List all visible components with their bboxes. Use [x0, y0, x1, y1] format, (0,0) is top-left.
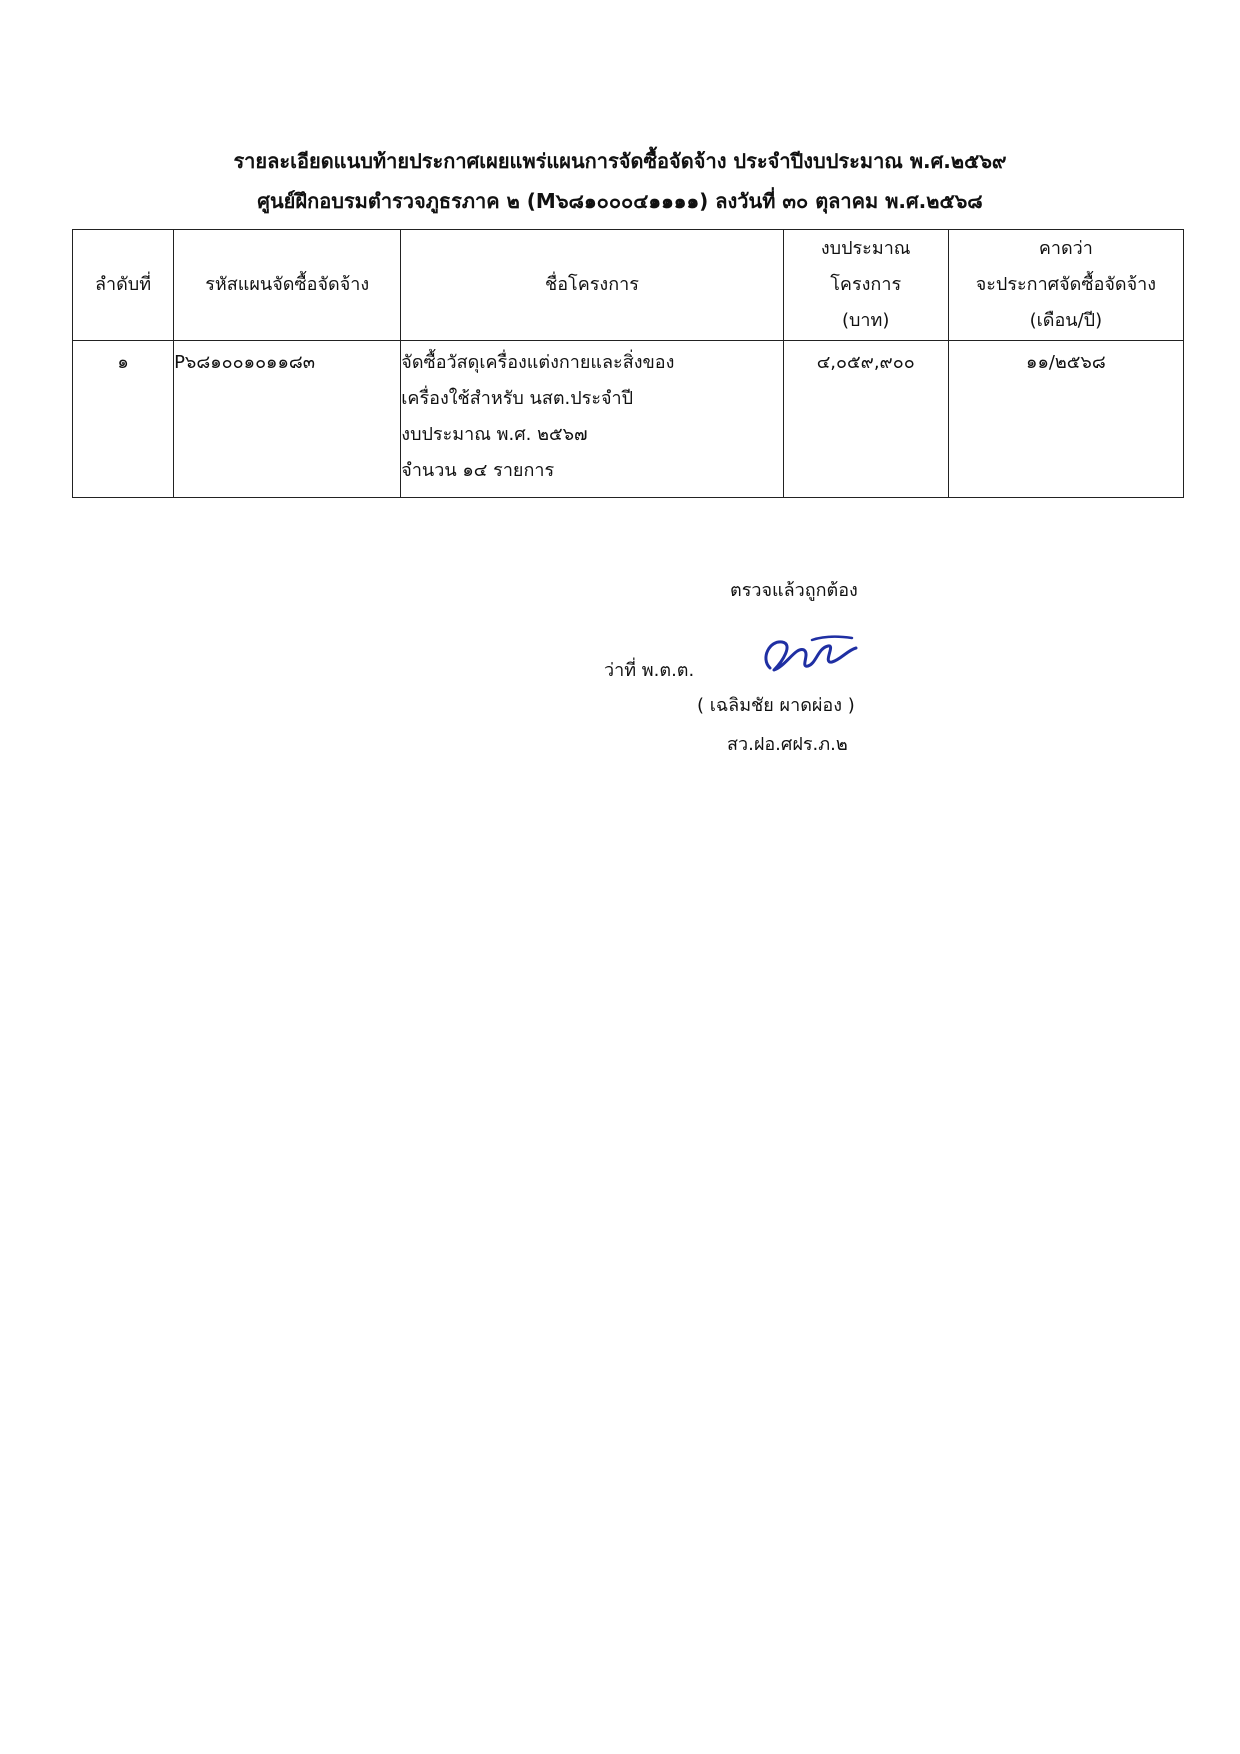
cell-plan-code: P๖๘๑๐๐๑๐๑๑๘๓ [174, 341, 401, 498]
column-header-sequence: ลำดับที่ [73, 230, 174, 341]
project-name-line: เครื่องใช้สำหรับ นสต.ประจำปี [401, 388, 634, 409]
signer-name: ( เฉลิมชัย ผาดผ่อง ) [697, 695, 855, 716]
signature-block [0, 0, 1240, 800]
cell-sequence: ๑ [73, 341, 174, 498]
cell-expected-date: ๑๑/๒๕๖๘ [948, 341, 1183, 498]
column-header-plan-code: รหัสแผนจัดซื้อจัดจ้าง [174, 230, 401, 341]
cell-budget: ๔,๐๕๙,๙๐๐ [783, 341, 948, 498]
document-title-line-1: รายละเอียดแนบท้ายประกาศเผยแพร่แผนการจัดซื้อจัดจ้าง ประจำปีงบประมาณ พ.ศ.๒๕๖๙ [233, 149, 1007, 173]
budget-header-line: งบประมาณ [820, 238, 911, 259]
expected-header-line: จะประกาศจัดซื้อจัดจ้าง [975, 274, 1157, 295]
budget-header-line: โครงการ [830, 274, 902, 295]
project-name-line: จำนวน ๑๔ รายการ [401, 460, 555, 481]
signer-position: สว.ฝอ.ศฝร.ภ.๒ [727, 734, 848, 755]
document-title-line-2: ศูนย์ฝึกอบรมตำรวจภูธรภาค ๒ (M๖๘๑๐๐๐๔๑๑๑๑) ลงวันที่ ๓๐ ตุลาคม พ.ศ.๒๕๖๘ [257, 189, 983, 213]
column-header-project-name: ชื่อโครงการ [401, 230, 783, 341]
verification-text: ตรวจแล้วถูกต้อง [730, 580, 858, 601]
project-name-line: งบประมาณ พ.ศ. ๒๕๖๗ [401, 424, 588, 445]
expected-header-line: คาดว่า [1038, 238, 1093, 259]
signer-rank: ว่าที่ พ.ต.ต. [604, 660, 695, 681]
budget-header-line: (บาท) [841, 310, 890, 331]
project-name-line: จัดซื้อวัสดุเครื่องแต่งกายและสิ่งของ [401, 352, 675, 373]
handwritten-signature [752, 628, 862, 688]
expected-header-line: (เดือน/ปี) [1029, 310, 1103, 331]
